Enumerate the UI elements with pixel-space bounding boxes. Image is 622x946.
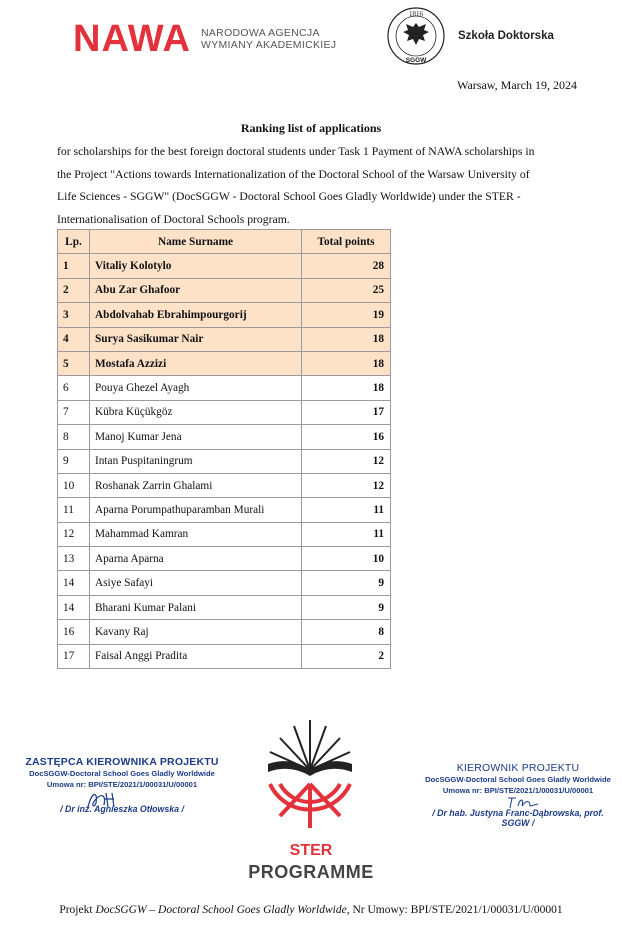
rank-cell: 3 [58,303,90,327]
points-cell: 9 [302,595,391,619]
table-row [58,449,391,473]
points-cell: 18 [302,376,391,400]
nawa-logo [73,20,336,58]
rank-cell: 11 [58,498,90,522]
ranking-table [57,229,391,669]
signature-agreement: Umowa nr: BPI/STE/2021/1/00031/U/00001 [442,786,594,795]
signature-title: KIEROWNIK PROJEKTU [456,762,580,774]
intro-line: for scholarships for the best foreign doctoral students under Task 1 Payment of NAWA scholarships in [57,145,535,158]
ster-book-logo-icon [250,712,370,842]
table-row [58,351,391,375]
table-row [58,498,391,522]
signature-title: ZASTĘPCA KIEROWNIKA PROJEKTU [25,756,219,768]
footer-prefix: Projekt [59,904,96,916]
signature-block-left [22,756,222,814]
name-cell: Vitaliy Kolotylo [90,254,302,278]
intro-line: Internationalisation of Doctoral Schools program. [57,212,290,226]
signature-name: / Dr hab. Justyna Franc-Dąbrowska, prof. SGGW / [432,808,604,828]
signature-project: DocSGGW-Doctoral School Goes Gladly Worldwide [425,775,611,784]
handwritten-signature-icon [84,789,124,811]
points-cell: 18 [302,327,391,351]
agency-line-1: NARODOWA AGENCJA [201,27,320,39]
rank-cell: 4 [58,327,90,351]
points-cell: 12 [302,449,391,473]
handwritten-signature-icon [506,794,540,810]
intro-line: Life Sciences - SGGW" (DocSGGW - Doctoral School Goes Gladly Worldwide) under the STER - [57,190,521,203]
name-cell: Manoj Kumar Jena [90,425,302,449]
table-row [58,254,391,278]
ster-logo-word: STER [289,842,333,859]
signature-block-right [418,762,618,828]
signature-project: DocSGGW-Doctoral School Goes Gladly Worldwide [29,769,215,778]
table-row [58,303,391,327]
points-cell: 11 [302,498,391,522]
footer-project-line [0,904,622,916]
points-cell: 9 [302,571,391,595]
rank-cell: 6 [58,376,90,400]
programme-logo-word: PROGRAMME [248,862,374,882]
rank-cell: 9 [58,449,90,473]
table-row [58,425,391,449]
table-row [58,644,391,668]
name-cell: Aparna Aparna [90,547,302,571]
name-cell: Mahammad Kamran [90,522,302,546]
name-cell: Abu Zar Ghafoor [90,278,302,302]
ranking-table-body [58,254,391,669]
points-cell: 10 [302,547,391,571]
rank-cell: 2 [58,278,90,302]
table-row [58,620,391,644]
rank-cell: 14 [58,595,90,619]
rank-cell: 17 [58,644,90,668]
document-title: Ranking list of applications [240,121,382,135]
header-name: Name Surname [90,230,302,254]
points-cell: 19 [302,303,391,327]
nawa-agency-name [201,27,336,51]
points-cell: 18 [302,351,391,375]
agency-line-2: WYMIANY AKADEMICKIEJ [201,39,337,51]
signature-agreement: Umowa nr: BPI/STE/2021/1/00031/U/00001 [46,780,198,789]
table-row [58,376,391,400]
footer-suffix: , Nr Umowy: BPI/STE/2021/1/00031/U/00001 [346,904,563,916]
points-cell: 12 [302,473,391,497]
points-cell: 25 [302,278,391,302]
points-cell: 8 [302,620,391,644]
document-date: Warsaw, March 19, 2024 [457,78,577,92]
name-cell: Intan Puspitaningrum [90,449,302,473]
points-cell: 11 [302,522,391,546]
name-cell: Aparna Porumpathuparamban Murali [90,498,302,522]
points-cell: 2 [302,644,391,668]
name-cell: Asiye Safayi [90,571,302,595]
rank-cell: 13 [58,547,90,571]
name-cell: Abdolvahab Ebrahimpourgorij [90,303,302,327]
rank-cell: 14 [58,571,90,595]
table-row [58,522,391,546]
table-row [58,473,391,497]
emblem-text: SGGW [405,57,427,64]
name-cell: Kübra Küçükgöz [90,400,302,424]
table-row [58,547,391,571]
points-cell: 28 [302,254,391,278]
table-row [58,327,391,351]
table-row [58,571,391,595]
header-lp: Lp. [58,230,90,254]
rank-cell: 8 [58,425,90,449]
rank-cell: 16 [58,620,90,644]
table-row [58,278,391,302]
name-cell: Mostafa Azzizi [90,351,302,375]
name-cell: Faisal Anggi Pradita [90,644,302,668]
name-cell: Surya Sasikumar Nair [90,327,302,351]
rank-cell: 1 [58,254,90,278]
school-name: Szkoła Doktorska [458,30,554,42]
name-cell: Bharani Kumar Palani [90,595,302,619]
header-points: Total points [302,230,391,254]
name-cell: Kavany Raj [90,620,302,644]
table-row [58,400,391,424]
name-cell: Roshanak Zarrin Ghalami [90,473,302,497]
footer-project-name: DocSGGW – Doctoral School Goes Gladly Worldwide [95,904,347,916]
intro-line: the Project "Actions towards Internationalization of the Doctoral School of the Warsaw University of [57,167,530,181]
nawa-logo-word: NAWA [73,18,191,60]
name-cell: Pouya Ghezel Ayagh [90,376,302,400]
emblem-year: 1816 [409,10,423,18]
table-header-row [58,230,391,254]
rank-cell: 7 [58,400,90,424]
points-cell: 17 [302,400,391,424]
signature-name: / Dr inż. Agnieszka Otłowska / [60,804,184,814]
intro-paragraph [57,141,587,231]
rank-cell: 10 [58,473,90,497]
table-row [58,595,391,619]
rank-cell: 12 [58,522,90,546]
rank-cell: 5 [58,351,90,375]
sggw-eagle-emblem-icon [386,5,446,67]
points-cell: 16 [302,425,391,449]
